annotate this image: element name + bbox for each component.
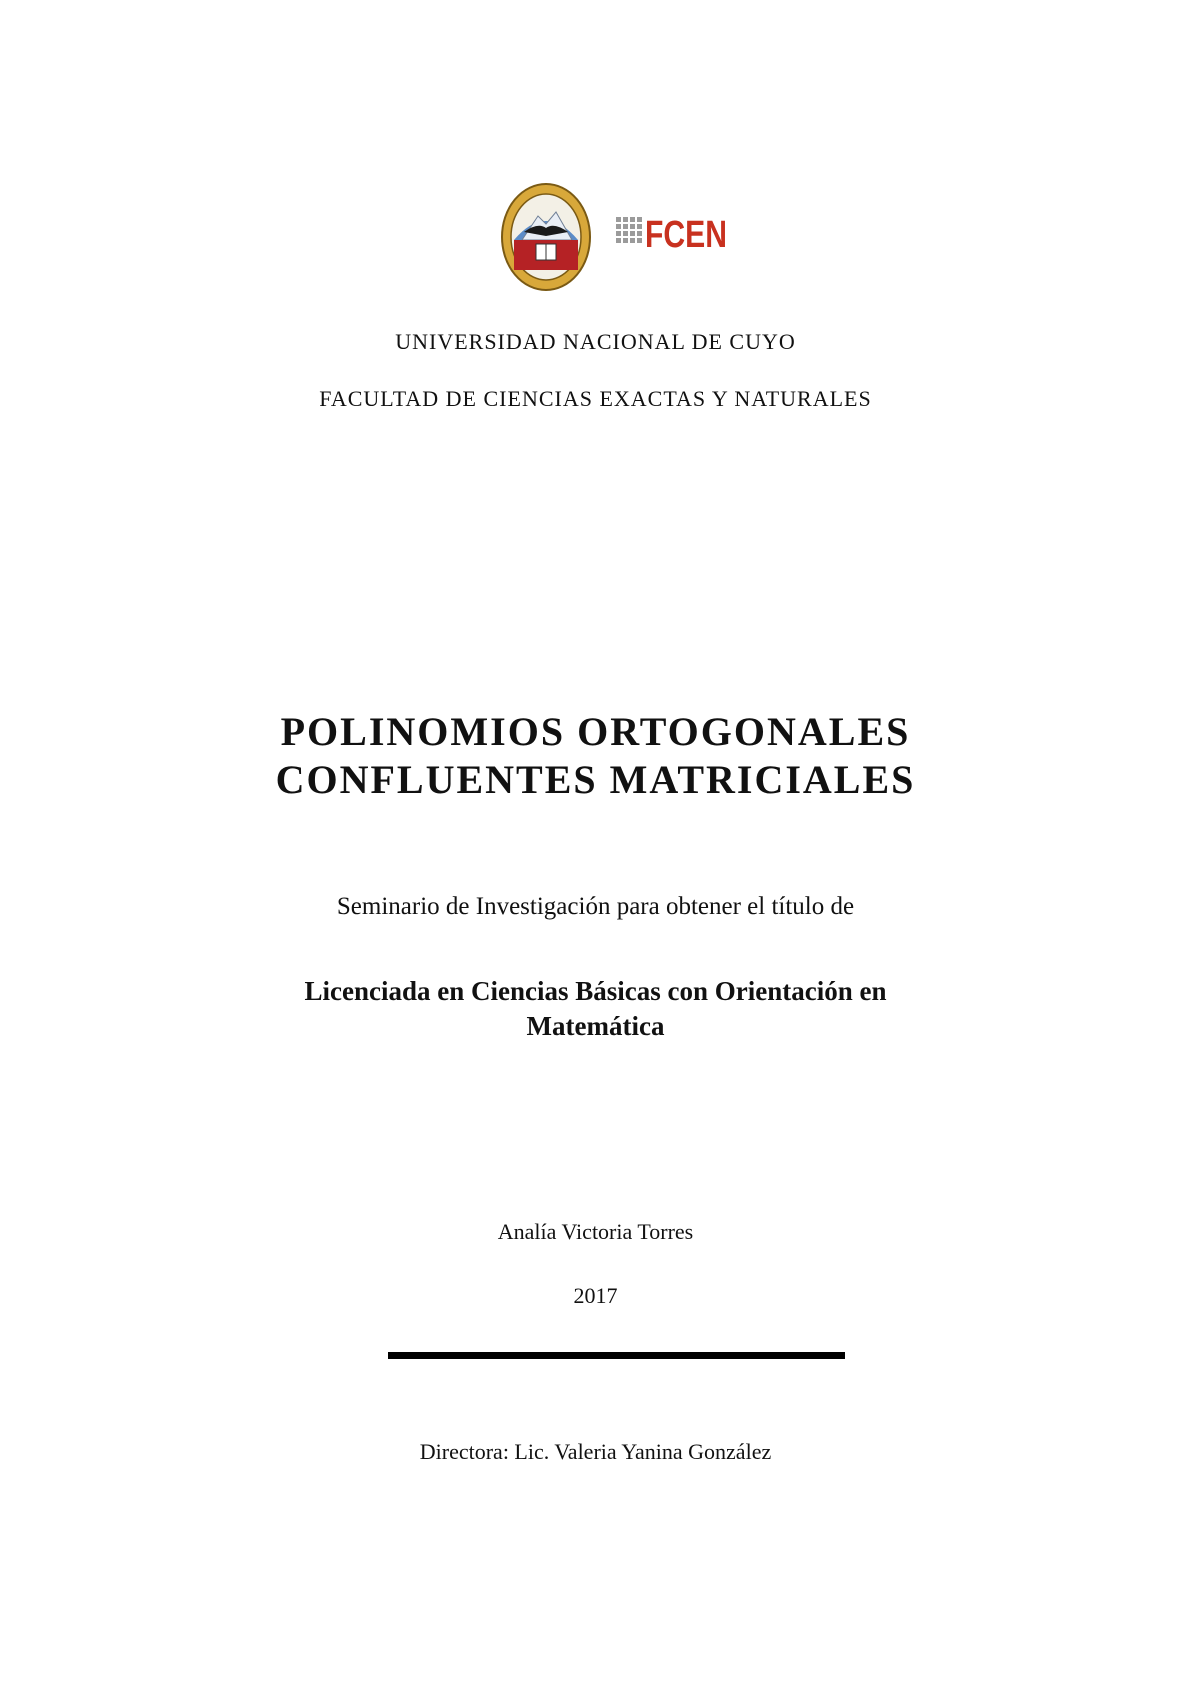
thesis-purpose: Seminario de Investigación para obtener el título de	[336, 893, 855, 920]
thesis-title-line-2: CONFLUENTES MATRICIALES	[275, 757, 916, 802]
horizontal-rule	[388, 1352, 845, 1359]
director: Directora: Lic. Valeria Yanina González	[419, 1439, 772, 1464]
university-name: UNIVERSIDAD NACIONAL DE CUYO	[395, 329, 796, 354]
faculty-name: FACULTAD DE CIENCIAS EXACTAS Y NATURALES	[319, 386, 872, 411]
fcen-logo-icon	[616, 209, 728, 256]
degree-line-1: Licenciada en Ciencias Básicas con Orientación en	[304, 976, 887, 1006]
fcen-logo-text: FCEN	[645, 214, 727, 256]
year: 2017	[573, 1283, 618, 1308]
logo-row	[0, 182, 1191, 292]
author-name: Analía Victoria Torres	[497, 1219, 694, 1244]
thesis-title-line-1: POLINOMIOS ORTOGONALES	[280, 709, 911, 754]
degree-line-2: Matemática	[526, 1011, 665, 1041]
university-seal-icon	[500, 182, 592, 292]
